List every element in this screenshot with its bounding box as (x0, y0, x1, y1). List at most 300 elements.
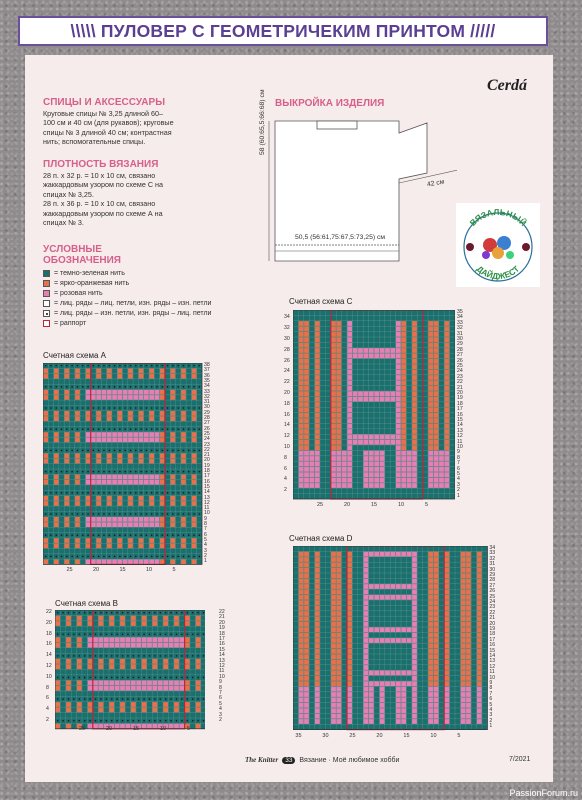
stitch-purl-dot (89, 677, 90, 678)
stitch-pink (412, 622, 417, 627)
stitch-pink (364, 440, 369, 445)
stitch-purl-dot (73, 720, 74, 721)
stitch-purl-dot (124, 365, 125, 366)
stitch-orange (445, 660, 450, 665)
stitch-pink (347, 343, 352, 348)
stitch-orange (412, 359, 417, 364)
stitch-purl-dot (199, 450, 200, 451)
stitch-pink (337, 692, 342, 697)
stitch-orange (43, 496, 48, 501)
stitch-purl-dot (77, 513, 78, 514)
stitch-orange (304, 563, 309, 568)
stitch-orange (75, 517, 80, 522)
row-number-left: 12 (46, 663, 52, 669)
stitch-pink (369, 552, 374, 557)
stitch-purl-dot (130, 450, 131, 451)
stitch-purl-dot (103, 365, 104, 366)
stitch-purl-dot (61, 556, 62, 557)
stitch-orange (445, 617, 450, 622)
stitch-pink (112, 475, 117, 480)
stitch-pink (391, 584, 396, 589)
stitch-purl-dot (109, 492, 110, 493)
stitch-pink (445, 687, 450, 692)
stitch-purl-dot (177, 450, 178, 451)
stitch-purl-dot (199, 492, 200, 493)
stitch-orange (185, 681, 190, 686)
stitch-orange (304, 573, 309, 578)
stitch-pink (407, 584, 412, 589)
stitch-purl-dot (181, 612, 182, 613)
stitch-purl-dot (176, 612, 177, 613)
stitch-orange (304, 579, 309, 584)
stitch-purl-dot (122, 698, 123, 699)
row-number: 7 (204, 526, 207, 533)
row-number-left: 30 (284, 336, 290, 342)
stitch-orange (185, 621, 190, 626)
stitch-pink (369, 467, 374, 472)
stitch-pink (428, 714, 433, 719)
stitch-orange (331, 600, 336, 605)
stitch-orange (461, 622, 466, 627)
stitch-pink (174, 724, 179, 729)
stitch-purl-dot (192, 655, 193, 656)
stitch-orange (445, 654, 450, 659)
stitch-orange (299, 600, 304, 605)
row-number: 11 (219, 668, 225, 675)
stitch-purl-dot (151, 556, 152, 557)
stitch-orange (315, 375, 320, 380)
stitch-orange (139, 459, 144, 464)
stitch-pink (396, 462, 401, 467)
stitch-pink (158, 686, 163, 691)
legend-swatch (43, 300, 50, 307)
stitch-pink (347, 418, 352, 423)
stitch-orange (331, 660, 336, 665)
stitch-orange (299, 595, 304, 600)
stitch-pink (434, 698, 439, 703)
row-number: 3 (457, 481, 460, 488)
stitch-pink (391, 671, 396, 676)
stitch-pink (107, 522, 112, 527)
stitch-orange (43, 416, 48, 421)
stitch-orange (477, 633, 482, 638)
stitch-pink (396, 440, 401, 445)
stitch-orange (331, 590, 336, 595)
stitch-orange (477, 671, 482, 676)
stitch-purl-dot (82, 407, 83, 408)
stitch-purl-dot (199, 471, 200, 472)
stitch-purl-dot (188, 450, 189, 451)
stitch-orange (428, 370, 433, 375)
row-number: 4 (204, 542, 207, 549)
stitch-pink (428, 483, 433, 488)
stitch-purl-dot (62, 655, 63, 656)
stitch-orange (401, 413, 406, 418)
stitch-orange (445, 337, 450, 342)
stitch-orange (171, 459, 176, 464)
stitch-orange (461, 633, 466, 638)
stitch-orange (428, 681, 433, 686)
stitch-pink (347, 408, 352, 413)
stitch-orange (331, 654, 336, 659)
stitch-purl-dot (193, 450, 194, 451)
stitch-purl-dot (73, 698, 74, 699)
stitch-orange (86, 501, 91, 506)
stitch-orange (434, 649, 439, 654)
stitch-pink (396, 337, 401, 342)
stitch-purl-dot (103, 535, 104, 536)
stitch-purl-dot (71, 556, 72, 557)
stitch-orange (107, 496, 112, 501)
stitch-orange (304, 370, 309, 375)
stitch-pink (128, 522, 133, 527)
stitch-orange (196, 637, 201, 642)
stitch-orange (337, 381, 342, 386)
stitch-orange (55, 664, 60, 669)
stitch-pink (347, 440, 352, 445)
column-number: 5 (457, 732, 461, 739)
stitch-orange (428, 595, 433, 600)
stitch-pink (396, 472, 401, 477)
row-number: 3 (489, 712, 493, 719)
stitch-pink (445, 472, 450, 477)
stitch-pink (439, 451, 444, 456)
stitch-pink (139, 522, 144, 527)
stitch-orange (107, 416, 112, 421)
stitch-pink (115, 724, 120, 729)
stitch-purl-dot (135, 450, 136, 451)
row-number-left: 14 (284, 422, 290, 429)
stitch-purl-dot (149, 612, 150, 613)
stitch-orange (181, 438, 186, 443)
stitch-purl-dot (57, 720, 58, 721)
stitch-orange (461, 671, 466, 676)
stitch-purl-dot (192, 698, 193, 699)
stitch-purl-dot (111, 677, 112, 678)
stitch-orange (43, 480, 48, 485)
stitch-purl-dot (127, 720, 128, 721)
stitch-purl-dot (84, 634, 85, 635)
row-number: 23 (204, 441, 210, 448)
stitch-pink (396, 456, 401, 461)
stitch-purl-dot (149, 720, 150, 721)
stitch-orange (445, 600, 450, 605)
row-number: 31 (204, 399, 210, 406)
stitch-pink (401, 456, 406, 461)
stitch-pink (310, 456, 315, 461)
stitch-orange (299, 622, 304, 627)
stitch-orange (160, 432, 165, 437)
column-number: 25 (349, 732, 356, 739)
stitch-pink (385, 354, 390, 359)
stitch-pink (131, 643, 136, 648)
stitch-pink (331, 467, 336, 472)
stitch-orange (299, 332, 304, 337)
row-number: 6 (204, 531, 207, 538)
stitch-orange (149, 453, 154, 458)
stitch-purl-dot (160, 655, 161, 656)
stitch-pink (369, 397, 374, 402)
stitch-purl-dot (93, 450, 94, 451)
stitch-orange (461, 676, 466, 681)
stitch-purl-dot (135, 471, 136, 472)
stitch-orange (401, 424, 406, 429)
stitch-purl-dot (84, 698, 85, 699)
stitch-pink (401, 472, 406, 477)
stitch-orange (445, 364, 450, 369)
stitch-pink (353, 440, 358, 445)
stitch-purl-dot (114, 556, 115, 557)
row-number: 30 (204, 404, 210, 411)
stitch-pink (163, 686, 168, 691)
stitch-pink (412, 483, 417, 488)
stitch-pink (112, 559, 117, 564)
stitch-orange (299, 633, 304, 638)
stitch-purl-dot (106, 655, 107, 656)
stitch-orange (299, 321, 304, 326)
stitch-orange (160, 459, 165, 464)
schematic-heading: ВЫКРОЙКА ИЗДЕЛИЯ (275, 98, 385, 109)
stitch-orange (66, 681, 71, 686)
stitch-orange (299, 660, 304, 665)
stitch-pink (315, 714, 320, 719)
stitch-orange (171, 480, 176, 485)
stitch-orange (43, 459, 48, 464)
stitch-orange (315, 429, 320, 434)
stitch-orange (118, 459, 123, 464)
stitch-orange (299, 671, 304, 676)
stitch-orange (466, 595, 471, 600)
row-number: 1 (489, 723, 493, 730)
row-number: 19 (204, 462, 210, 469)
stitch-orange (304, 606, 309, 611)
stitch-purl-dot (61, 535, 62, 536)
stitch-pink (396, 391, 401, 396)
stitch-purl-dot (50, 386, 51, 387)
stitch-purl-dot (82, 471, 83, 472)
stitch-pink (128, 559, 133, 564)
stitch-orange (120, 659, 125, 664)
stitch-orange (466, 649, 471, 654)
row-number-left: 2 (46, 717, 49, 723)
stitch-pink (380, 714, 385, 719)
stitch-orange (331, 638, 336, 643)
stitch-orange (171, 453, 176, 458)
stitch-orange (171, 501, 176, 506)
stitch-pink (396, 445, 401, 450)
stitch-pink (96, 438, 101, 443)
gauge-text: 28 п. х 32 р. = 10 х 10 см, связано жаккардовым узором по схеме С на спицах № 3,25. 28 п. х 36 р. = 10 х 10 см, связано жаккардовым узором по схеме А на спицах № 3. (43, 171, 164, 228)
stitch-purl-dot (45, 429, 46, 430)
stitch-orange (174, 702, 179, 707)
stitch-purl-dot (187, 634, 188, 635)
stitch-orange (461, 563, 466, 568)
stitch-pink (347, 472, 352, 477)
stitch-purl-dot (56, 513, 57, 514)
row-number: 1 (457, 492, 460, 499)
stitch-pink (364, 660, 369, 665)
stitch-pink (374, 638, 379, 643)
stitch-orange (192, 538, 197, 543)
stitch-orange (163, 702, 168, 707)
stitch-purl-dot (45, 365, 46, 366)
stitch-pink (445, 708, 450, 713)
stitch-pink (331, 451, 336, 456)
stitch-orange (461, 600, 466, 605)
stitch-orange (434, 622, 439, 627)
stitch-purl-dot (143, 720, 144, 721)
stitch-orange (160, 453, 165, 458)
stitch-purl-dot (119, 535, 120, 536)
stitch-pink (380, 681, 385, 686)
stitch-purl-dot (66, 450, 67, 451)
stitch-orange (75, 559, 80, 564)
stitch-orange (54, 369, 59, 374)
stitch-pink (347, 424, 352, 429)
stitch-purl-dot (95, 677, 96, 678)
column-number: 5 (425, 502, 429, 508)
stitch-pink (96, 475, 101, 480)
stitch-pink (299, 472, 304, 477)
stitch-pink (396, 714, 401, 719)
stitch-pink (369, 584, 374, 589)
stitch-orange (65, 480, 70, 485)
stitch-orange (107, 369, 112, 374)
stitch-orange (160, 559, 165, 564)
stitch-purl-dot (188, 513, 189, 514)
stitch-orange (477, 606, 482, 611)
stitch-orange (412, 440, 417, 445)
stitch-purl-dot (127, 612, 128, 613)
stitch-pink (133, 517, 138, 522)
stitch-orange (466, 654, 471, 659)
stitch-purl-dot (133, 634, 134, 635)
stitch-orange (65, 374, 70, 379)
row-number: 10 (489, 674, 496, 681)
stitch-pink (369, 348, 374, 353)
stitch-purl-dot (77, 365, 78, 366)
row-number: 16 (204, 478, 210, 485)
stitch-orange (477, 638, 482, 643)
row-number: 17 (457, 406, 463, 413)
stitch-orange (109, 664, 114, 669)
stitch-purl-dot (130, 513, 131, 514)
stitch-purl-dot (130, 386, 131, 387)
stitch-purl-dot (71, 365, 72, 366)
stitch-orange (337, 418, 342, 423)
stitch-orange (428, 348, 433, 353)
stitch-orange (43, 475, 48, 480)
stitch-purl-dot (103, 450, 104, 451)
stitch-orange (196, 664, 201, 669)
stitch-purl-dot (122, 677, 123, 678)
legend-item (43, 290, 103, 297)
stitch-orange (54, 416, 59, 421)
stitch-pink (315, 462, 320, 467)
stitch-orange (347, 671, 352, 676)
stitch-orange (299, 627, 304, 632)
stitch-pink (347, 445, 352, 450)
stitch-orange (128, 453, 133, 458)
stitch-pink (91, 438, 96, 443)
stitch-pink (396, 408, 401, 413)
stitch-orange (107, 411, 112, 416)
stitch-pink (407, 552, 412, 557)
row-number: 7 (457, 460, 460, 467)
stitch-purl-dot (106, 612, 107, 613)
stitch-pink (428, 719, 433, 724)
stitch-orange (43, 522, 48, 527)
stitch-purl-dot (71, 386, 72, 387)
stitch-pink (369, 681, 374, 686)
row-number: 31 (457, 330, 463, 337)
stitch-purl-dot (66, 386, 67, 387)
stitch-orange (99, 621, 104, 626)
chart-b-title: Счетная схема В (55, 599, 118, 608)
stitch-orange (315, 665, 320, 670)
stitch-purl-dot (62, 634, 63, 635)
stitch-purl-dot (162, 513, 163, 514)
stitch-pink (133, 559, 138, 564)
stitch-purl-dot (45, 492, 46, 493)
stitch-purl-dot (193, 535, 194, 536)
stitch-purl-dot (181, 720, 182, 721)
row-number: 26 (457, 357, 463, 364)
stitch-orange (315, 557, 320, 562)
stitch-orange (445, 595, 450, 600)
stitch-orange (466, 590, 471, 595)
stitch-orange (77, 643, 82, 648)
stitch-purl-dot (193, 492, 194, 493)
stitch-orange (66, 621, 71, 626)
stitch-purl-dot (61, 513, 62, 514)
stitch-orange (347, 579, 352, 584)
stitch-pink (461, 719, 466, 724)
stitch-pink (118, 559, 123, 564)
stitch-orange (331, 375, 336, 380)
row-number: 30 (457, 336, 463, 342)
stitch-orange (466, 552, 471, 557)
stitch-pink (142, 637, 147, 642)
stitch-purl-dot (188, 492, 189, 493)
legend-label: = темно-зеленая нить (54, 270, 125, 277)
stitch-orange (128, 501, 133, 506)
stitch-orange (181, 475, 186, 480)
stitch-purl-dot (151, 513, 152, 514)
stitch-orange (347, 676, 352, 681)
stitch-pink (434, 483, 439, 488)
stitch-orange (174, 708, 179, 713)
stitch-orange (315, 595, 320, 600)
stitch-pink (385, 348, 390, 353)
stitch-orange (192, 480, 197, 485)
stitch-orange (196, 724, 201, 729)
row-number: 22 (204, 446, 210, 453)
stitch-orange (445, 590, 450, 595)
stitch-pink (396, 552, 401, 557)
stitch-orange (299, 617, 304, 622)
stitch-orange (171, 390, 176, 395)
stitch-purl-dot (138, 677, 139, 678)
stitch-purl-dot (77, 556, 78, 557)
stitch-orange (299, 435, 304, 440)
stitch-orange (299, 606, 304, 611)
stitch-purl-dot (187, 655, 188, 656)
stitch-orange (461, 660, 466, 665)
stitch-pink (358, 440, 363, 445)
stitch-orange (315, 633, 320, 638)
stitch-orange (192, 395, 197, 400)
